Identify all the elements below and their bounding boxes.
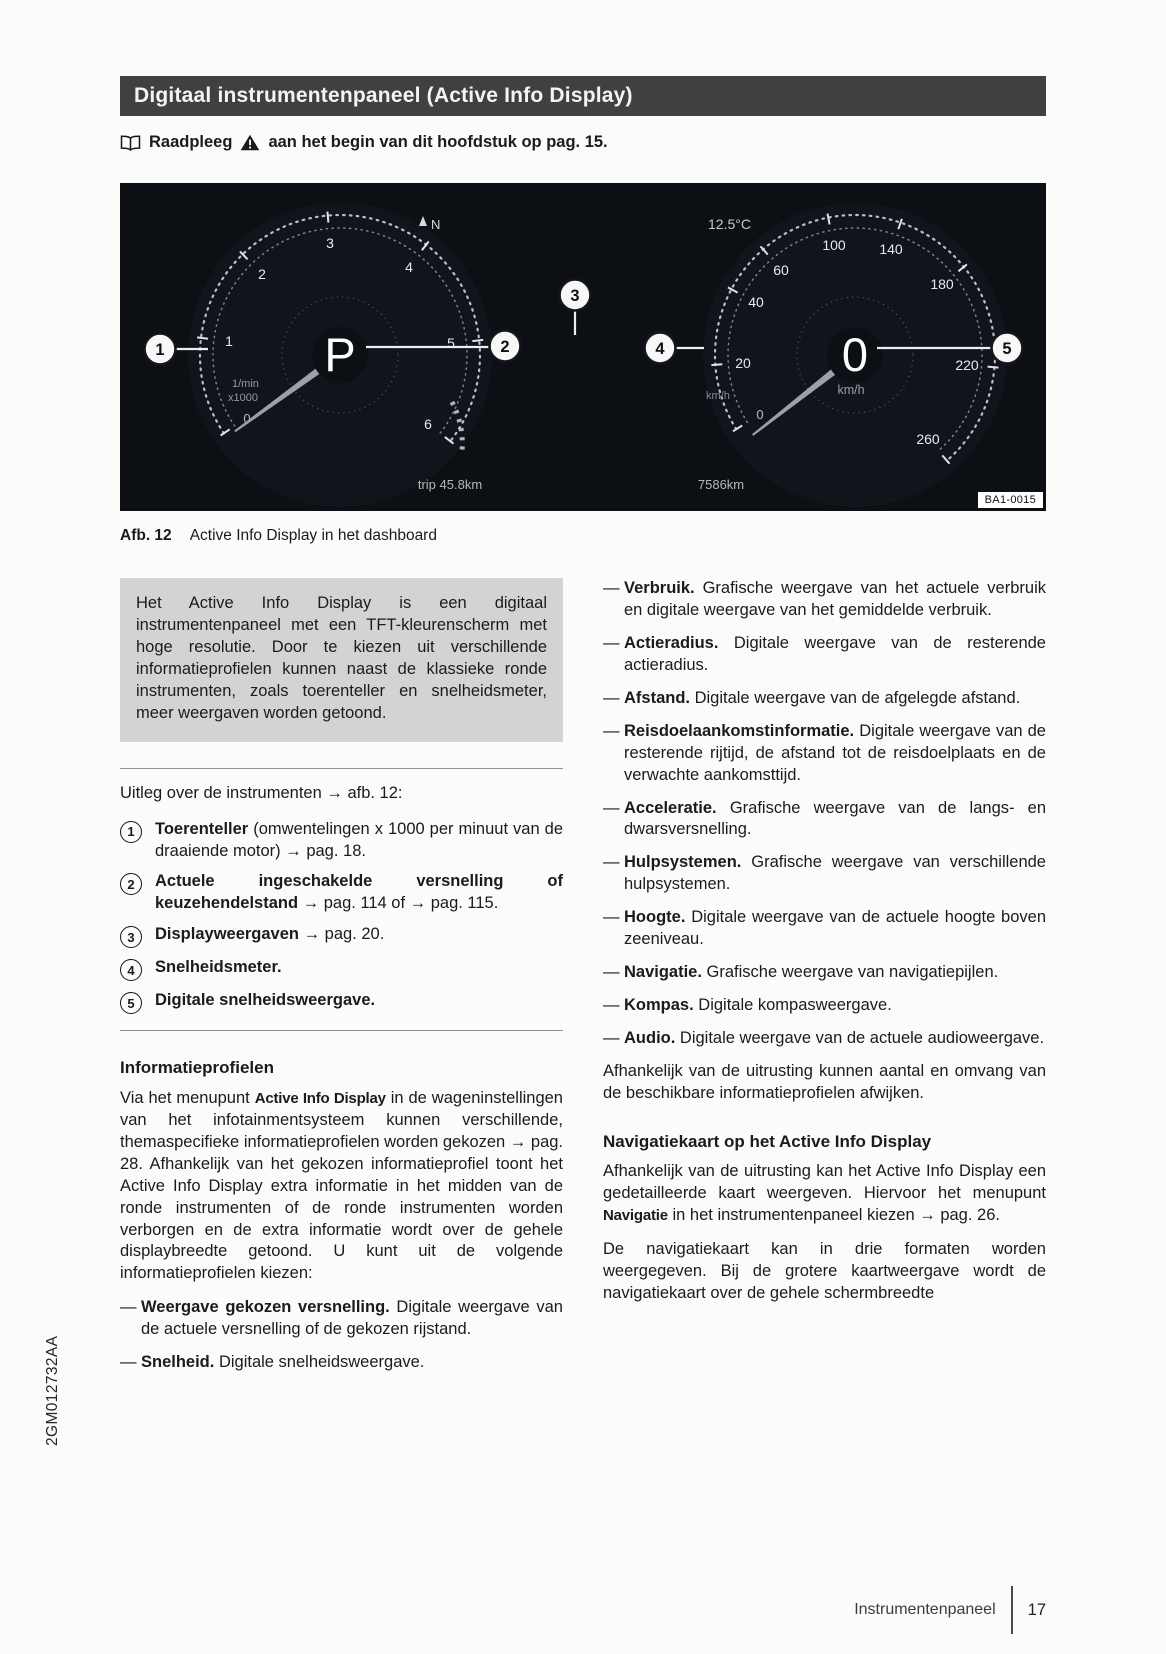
profiles-intro-paragraph [120,1088,563,1285]
callout-number-5: 5 [1002,340,1012,358]
nav-para1-pre: Afhankelijk van de uitrusting kan het Active Info Display een gedetailleerde kaart weergeven. Hiervoor het menupunt [603,1162,1046,1203]
intro-highlight-box [120,578,563,742]
gear-indicator: P [324,328,356,381]
instrument-term: Snelheidsmeter. [155,958,282,977]
figure-caption-label: Afb. 12 [120,527,172,544]
dash-bullet: — [603,853,620,872]
warning-triangle-icon [240,134,260,151]
profile-term: Kompas. [624,996,694,1015]
footer-page-number: 17 [1027,1600,1046,1619]
profile-desc: Grafische weergave van navigatiepijlen. [701,963,999,982]
dash-bullet: — [603,721,620,740]
callout-number-badge: 3 [120,926,142,948]
body-columns [120,578,1046,1385]
profile-desc: Digitale weergave van de actuele audioweergave. [675,1029,1045,1047]
profile-term: Reisdoelaankomstinformatie. [624,721,855,740]
profile-list-item [603,1028,1046,1050]
profile-term: Snelheid. [141,1353,215,1372]
callout-number-badge: 4 [120,959,142,981]
speedo-scale-unit: km/h [706,390,730,402]
profiles-intro-pre: Via het menupunt [120,1088,255,1107]
intro-text: Het Active Info Display is een digitaal instrumentenpaneel met een TFT-kleurenscherm met hoge resolutie. Door te kiezen uit verschillende informatieprofielen kunnen naast de klassieke ronde instrumenten, zoals toerenteller en snelheidsmeter, meer weergaven worden getoond. [136,594,547,722]
outside-temperature: 12.5°C [708,216,751,232]
profiles-heading: Informatieprofielen [120,1058,274,1078]
speedo-scale-label: 180 [930,276,954,292]
divider-line [120,1030,563,1031]
speedo-scale-label: 20 [735,355,751,371]
tacho-scale-label: 1 [225,333,233,349]
profiles-intro-post: in de wageninstellingen van het infotainmentsysteem kunnen verschillende, themaspecifieke informatieprofielen worden gekozen → pag. 28. Afhankelijk van het gekozen informatieprofiel toont het Active Info Display extra informatie in het midden van de ronde instrumenten of de ronde instrumenten worden verborgen en de extra informatie wordt over de gehele displaybreedte getoond. U kunt uit de volgende informatieprofielen kiezen: [120,1088,564,1283]
profile-desc: Digitale weergave van de actuele versnelling of de gekozen rijstand. [141,1298,563,1339]
divider-line [120,768,563,769]
instrument-desc: (omwentelingen x 1000 per minuut van de draaiende motor) → pag. 18. [155,819,563,860]
reference-note-pre: Raadpleeg [149,133,233,151]
figure-caption [120,527,437,545]
page-title: Digitaal instrumentenpaneel (Active Info Display) [134,84,633,107]
instrument-term: Actuele ingeschakelde versnelling of keuzehendelstand [155,872,563,913]
profile-list-item [603,962,1046,984]
instrument-term: Displayweergaven [155,925,299,944]
tacho-scale-label: 5 [447,335,455,351]
tacho-scale-label: 3 [326,235,334,251]
menu-item-term: Navigatie [603,1207,668,1225]
footer-divider [1011,1586,1013,1634]
document-side-code: 2GM012732AA [44,1335,61,1446]
instrument-desc: → pag. 114 of → pag. 115. [298,894,499,913]
profile-desc: Digitale snelheidsweergave. [214,1353,425,1372]
instrument-desc: → pag. 20. [299,925,385,944]
profile-list-item [603,995,1046,1017]
page-footer [854,1586,1046,1634]
profile-list-item [603,798,1046,842]
speedo-scale-label: 60 [773,262,789,278]
speedo-scale-label: 40 [748,294,764,310]
profile-term: Acceleratie. [624,798,717,817]
instrument-list-item [120,924,563,948]
instrument-list-item [120,871,563,915]
dash-bullet: — [603,579,620,597]
profile-term: Afstand. [624,688,690,707]
left-column [120,578,563,1385]
dash-bullet: — [603,963,620,982]
dash-bullet: — [120,1298,137,1317]
callout-number-4: 4 [655,340,665,358]
reference-note-post: aan het begin van dit hoofdstuk op pag. 15. [268,133,608,151]
speedo-scale-label: 140 [879,241,903,257]
callout-number-badge: 1 [120,821,142,843]
compass-label: N [431,217,441,232]
navigation-map-paragraph-1 [603,1161,1046,1227]
navigation-map-heading: Navigatiekaart op het Active Info Display [603,1131,932,1151]
profile-list-item [603,852,1046,896]
tacho-unit-line1: 1/min [232,378,259,390]
profile-term: Audio. [624,1029,676,1047]
nav-para1-post: in het instrumentenpaneel kiezen → pag. 26. [667,1206,1000,1225]
profile-list-item [603,907,1046,951]
speedo-scale-label: 260 [916,431,940,447]
profile-term: Weergave gekozen versnelling. [141,1298,390,1317]
profile-desc: Digitale kompasweergave. [693,996,892,1015]
book-icon [120,135,141,151]
profile-list-item [120,1352,563,1374]
callout-number-badge: 2 [120,873,142,895]
profile-term: Actieradius. [624,633,719,652]
callout-number-1: 1 [155,341,165,359]
profile-desc: Digitale weergave van de actuele hoogte boven zeeniveau. [624,908,1046,949]
instrument-list-item [120,990,563,1014]
instrument-list-item [120,819,563,863]
reference-note [120,133,608,152]
dash-bullet: — [603,1029,620,1047]
active-info-display-image [120,183,1046,511]
dash-bullet: — [603,688,620,707]
instrument-term: Toerenteller [155,819,249,838]
profiles-closing-paragraph: Afhankelijk van de uitrusting kunnen aantal en omvang van de beschikbare informatieprofielen afwijken. [603,1061,1046,1102]
tacho-scale-label: 0 [243,411,251,426]
profile-desc: Grafische weergave van de langs- en dwarsversnelling. [624,798,1046,839]
figure-caption-text: Active Info Display in het dashboard [189,527,437,544]
speedo-scale-label: 0 [756,407,764,422]
odometer: 7586km [697,477,745,492]
profile-list-item [603,633,1046,677]
image-code-label: BA1-0015 [977,491,1044,509]
dash-bullet: — [603,798,620,817]
profile-list-item [603,721,1046,787]
profile-term: Verbruik. [624,579,695,597]
trip-odometer: trip 45.8km [417,477,483,492]
instruments-list-intro: Uitleg over de instrumenten → afb. 12: [120,783,403,802]
menu-item-term: Active Info Display [254,1089,386,1107]
profile-list-item [603,578,1046,622]
right-column [603,578,1046,1385]
profile-list-item [603,688,1046,710]
profile-term: Hulpsystemen. [624,853,742,872]
tacho-scale-label: 6 [424,416,432,432]
profile-desc: Digitale weergave van de resterende rijtijd, de afstand tot de reisdoelplaats en de verwachte aankomsttijd. [624,721,1046,784]
tacho-scale-label: 2 [258,266,266,282]
speedo-scale-label: 220 [955,357,979,373]
instrument-list-item [120,957,563,981]
digital-speed-unit: km/h [837,383,865,397]
profile-desc: Digitale weergave van de afgelegde afstand. [690,688,1021,707]
profile-desc: Grafische weergave van het actuele verbruik en digitale weergave van het gemiddelde verbruik. [624,579,1046,619]
dash-bullet: — [120,1353,137,1372]
profile-term: Hoogte. [624,908,686,927]
dash-bullet: — [603,996,620,1015]
navigation-map-paragraph-2: De navigatiekaart kan in drie formaten worden weergegeven. Bij de grotere kaartweergave wordt de navigatiekaart over de gehele schermbreedte [603,1240,1046,1303]
footer-section-name: Instrumentenpaneel [854,1601,996,1618]
callout-number-badge: 5 [120,992,142,1014]
profile-desc: Digitale weergave van de resterende actieradius. [624,633,1046,674]
dash-bullet: — [603,633,620,652]
profile-list-item [120,1297,563,1341]
instrument-term: Digitale snelheidsweergave. [155,991,376,1010]
tacho-scale-label: 4 [405,259,413,275]
speedo-scale-label: 100 [822,237,846,253]
profile-desc: Grafische weergave van verschillende hulpsystemen. [624,853,1046,894]
digital-speed-value: 0 [841,328,869,381]
tacho-unit-line2: x1000 [228,392,258,404]
cluster-figure [120,183,1046,511]
callout-number-3: 3 [570,287,580,305]
dash-bullet: — [603,908,620,927]
section-title-bar [120,76,1046,116]
callout-number-2: 2 [500,338,510,356]
profile-term: Navigatie. [624,963,702,982]
